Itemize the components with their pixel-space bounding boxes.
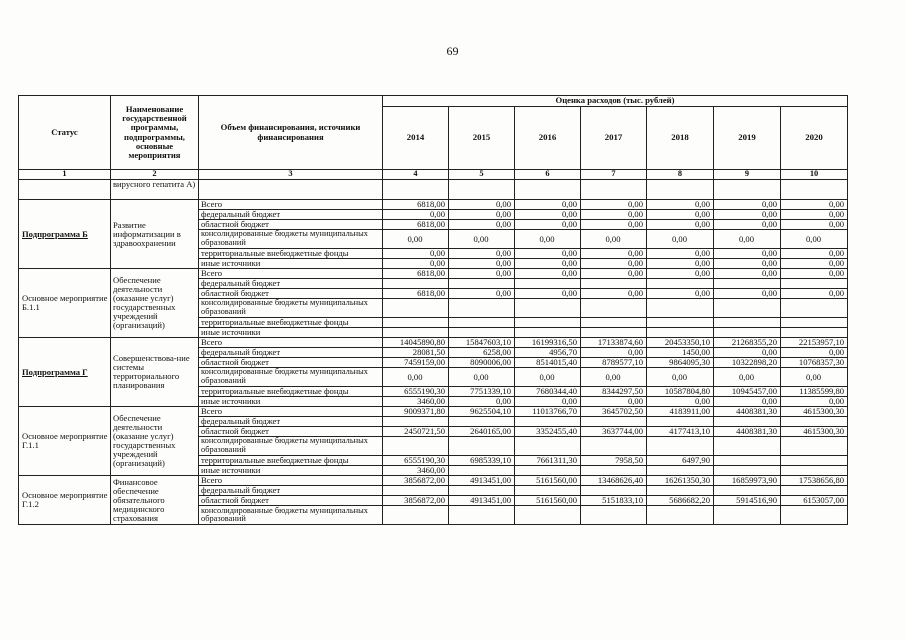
value-cell: [714, 466, 781, 476]
value-cell: [515, 318, 581, 328]
value-cell: 0,00: [714, 230, 781, 249]
financing-source: Всего: [199, 338, 383, 348]
value-cell: 0,00: [581, 269, 647, 279]
value-cell: 2450721,50: [383, 427, 449, 437]
value-cell: 0,00: [714, 269, 781, 279]
financing-source: федеральный бюджет: [199, 279, 383, 289]
value-cell: 0,00: [515, 269, 581, 279]
column-number: 7: [581, 170, 647, 180]
value-cell: [515, 417, 581, 427]
value-cell: 6555190,30: [383, 387, 449, 397]
value-cell: 10587804,80: [647, 387, 714, 397]
value-cell: 0,00: [449, 368, 515, 387]
cell-empty: [449, 180, 515, 200]
header-year: 2014: [383, 107, 449, 170]
value-cell: 0,00: [647, 230, 714, 249]
value-cell: [647, 328, 714, 338]
value-cell: [449, 417, 515, 427]
value-cell: 17538656,80: [781, 476, 848, 486]
value-cell: 0,00: [515, 210, 581, 220]
value-cell: 0,00: [515, 220, 581, 230]
header-program-name: Наименование государственной программы, подпрограммы, основные мероприятия: [111, 96, 199, 170]
financing-source: Всего: [199, 200, 383, 210]
value-cell: 9864095,30: [647, 358, 714, 368]
value-cell: 0,00: [581, 249, 647, 259]
value-cell: 0,00: [781, 269, 848, 279]
value-cell: 0,00: [781, 348, 848, 358]
table-row: [19, 200, 848, 210]
row-program-name: Финансовое обеспечение обязательного медицинского страхования: [111, 476, 199, 525]
value-cell: [647, 299, 714, 318]
financing-source: консолидированные бюджеты муниципальных образований: [199, 368, 383, 387]
value-cell: 0,00: [714, 397, 781, 407]
continuation-row: [19, 180, 848, 200]
value-cell: 0,00: [449, 397, 515, 407]
value-cell: 3645702,50: [581, 407, 647, 417]
value-cell: [647, 506, 714, 525]
value-cell: [515, 506, 581, 525]
value-cell: 5151833,10: [581, 496, 647, 506]
value-cell: 2640165,00: [449, 427, 515, 437]
financing-source: консолидированные бюджеты муниципальных образований: [199, 230, 383, 249]
value-cell: 0,00: [581, 289, 647, 299]
financing-source: областной бюджет: [199, 427, 383, 437]
value-cell: [781, 279, 848, 289]
value-cell: [581, 506, 647, 525]
value-cell: 7661311,30: [515, 456, 581, 466]
value-cell: 0,00: [647, 289, 714, 299]
column-number: 8: [647, 170, 714, 180]
value-cell: 0,00: [647, 210, 714, 220]
financing-source: территориальные внебюджетные фонды: [199, 387, 383, 397]
value-cell: 0,00: [781, 259, 848, 269]
value-cell: [714, 506, 781, 525]
value-cell: [647, 437, 714, 456]
value-cell: 0,00: [781, 210, 848, 220]
column-number: 5: [449, 170, 515, 180]
value-cell: 0,00: [714, 289, 781, 299]
value-cell: 4913451,00: [449, 496, 515, 506]
value-cell: [383, 299, 449, 318]
value-cell: 0,00: [383, 230, 449, 249]
value-cell: [515, 466, 581, 476]
value-cell: 0,00: [449, 220, 515, 230]
value-cell: [383, 417, 449, 427]
value-cell: [383, 437, 449, 456]
value-cell: [581, 299, 647, 318]
value-cell: 3637744,00: [581, 427, 647, 437]
financing-source: территориальные внебюджетные фонды: [199, 318, 383, 328]
value-cell: 7751339,10: [449, 387, 515, 397]
value-cell: 4615300,30: [781, 427, 848, 437]
value-cell: 4408381,30: [714, 407, 781, 417]
value-cell: [781, 328, 848, 338]
value-cell: [781, 466, 848, 476]
value-cell: 0,00: [581, 397, 647, 407]
value-cell: [581, 279, 647, 289]
value-cell: 16859973,90: [714, 476, 781, 486]
row-status: Подпрограмма Б: [19, 200, 111, 269]
value-cell: [581, 318, 647, 328]
value-cell: 3460,00: [383, 466, 449, 476]
value-cell: 4177413,10: [647, 427, 714, 437]
value-cell: 0,00: [647, 200, 714, 210]
value-cell: 0,00: [714, 220, 781, 230]
value-cell: 16199316,50: [515, 338, 581, 348]
financing-source: иные источники: [199, 259, 383, 269]
value-cell: 0,00: [647, 249, 714, 259]
value-cell: 0,00: [647, 397, 714, 407]
row-program-name: Обеспечение деятельности (оказание услуг) государственных учреждений (организаций): [111, 407, 199, 476]
value-cell: 0,00: [714, 249, 781, 259]
value-cell: [581, 437, 647, 456]
value-cell: 0,00: [714, 210, 781, 220]
financing-source: консолидированные бюджеты муниципальных образований: [199, 437, 383, 456]
value-cell: 21268355,20: [714, 338, 781, 348]
value-cell: 4956,70: [515, 348, 581, 358]
value-cell: [647, 466, 714, 476]
header-year: 2017: [581, 107, 647, 170]
value-cell: 5161560,00: [515, 476, 581, 486]
row-status: Подпрограмма Г: [19, 338, 111, 407]
table-body: [19, 180, 848, 525]
financing-source: областной бюджет: [199, 496, 383, 506]
value-cell: [449, 466, 515, 476]
value-cell: [714, 328, 781, 338]
financing-source: Всего: [199, 269, 383, 279]
value-cell: 0,00: [581, 220, 647, 230]
value-cell: 16261350,30: [647, 476, 714, 486]
value-cell: [781, 437, 848, 456]
value-cell: [383, 486, 449, 496]
value-cell: [714, 299, 781, 318]
cell-empty: [19, 180, 111, 200]
value-cell: 5686682,20: [647, 496, 714, 506]
header-financing: Объем финансирования, источники финансирования: [199, 96, 383, 170]
row-program-name: Совершенствова-ние системы территориального планирования: [111, 338, 199, 407]
row-program-name: Развитие информатизации в здравоохранении: [111, 200, 199, 269]
value-cell: [781, 486, 848, 496]
value-cell: 0,00: [647, 259, 714, 269]
value-cell: 0,00: [581, 230, 647, 249]
value-cell: 0,00: [449, 230, 515, 249]
value-cell: 3856872,00: [383, 496, 449, 506]
value-cell: [449, 279, 515, 289]
value-cell: 0,00: [781, 249, 848, 259]
header-status: Статус: [19, 96, 111, 170]
value-cell: [515, 437, 581, 456]
value-cell: 0,00: [647, 368, 714, 387]
value-cell: 0,00: [383, 259, 449, 269]
value-cell: 11385599,80: [781, 387, 848, 397]
row-status: Основное мероприятие Б.1.1: [19, 269, 111, 338]
page-number: 69: [446, 44, 459, 58]
table-header: [19, 96, 848, 180]
value-cell: 0,00: [781, 200, 848, 210]
continuation-text: вирусного гепатита А): [111, 180, 199, 200]
value-cell: 0,00: [714, 348, 781, 358]
value-cell: [647, 486, 714, 496]
value-cell: 14045890,80: [383, 338, 449, 348]
value-cell: [714, 437, 781, 456]
header-estimate: Оценка расходов (тыс. рублей): [383, 96, 848, 107]
value-cell: 5914516,90: [714, 496, 781, 506]
value-cell: [449, 328, 515, 338]
value-cell: 22153957,10: [781, 338, 848, 348]
value-cell: 0,00: [781, 220, 848, 230]
value-cell: 0,00: [515, 200, 581, 210]
value-cell: 0,00: [449, 259, 515, 269]
value-cell: 17133874,60: [581, 338, 647, 348]
value-cell: 3352455,40: [515, 427, 581, 437]
value-cell: 0,00: [714, 200, 781, 210]
value-cell: [515, 279, 581, 289]
value-cell: 28081,50: [383, 348, 449, 358]
value-cell: [714, 279, 781, 289]
table-row: [19, 476, 848, 486]
value-cell: [781, 417, 848, 427]
financing-source: иные источники: [199, 397, 383, 407]
value-cell: [714, 456, 781, 466]
value-cell: 0,00: [781, 289, 848, 299]
cell-empty: [199, 180, 383, 200]
value-cell: 0,00: [383, 210, 449, 220]
value-cell: 0,00: [581, 210, 647, 220]
cell-empty: [515, 180, 581, 200]
value-cell: 5161560,00: [515, 496, 581, 506]
value-cell: 7958,50: [581, 456, 647, 466]
value-cell: [581, 466, 647, 476]
row-status: Основное мероприятие Г.1.1: [19, 407, 111, 476]
column-number: 1: [19, 170, 111, 180]
value-cell: 20453350,10: [647, 338, 714, 348]
value-cell: 3460,00: [383, 397, 449, 407]
financing-source: консолидированные бюджеты муниципальных образований: [199, 506, 383, 525]
value-cell: 6153057,00: [781, 496, 848, 506]
header-year: 2020: [781, 107, 848, 170]
value-cell: 0,00: [449, 210, 515, 220]
financing-source: территориальные внебюджетные фонды: [199, 249, 383, 259]
value-cell: 0,00: [515, 397, 581, 407]
value-cell: [515, 486, 581, 496]
value-cell: 0,00: [781, 368, 848, 387]
value-cell: 0,00: [449, 289, 515, 299]
value-cell: 0,00: [581, 348, 647, 358]
value-cell: [515, 328, 581, 338]
financing-source: иные источники: [199, 328, 383, 338]
value-cell: 0,00: [515, 289, 581, 299]
financing-source: иные источники: [199, 466, 383, 476]
value-cell: [581, 417, 647, 427]
value-cell: 6818,00: [383, 289, 449, 299]
value-cell: 10768357,30: [781, 358, 848, 368]
value-cell: 0,00: [781, 397, 848, 407]
financing-source: Всего: [199, 407, 383, 417]
value-cell: 0,00: [449, 269, 515, 279]
value-cell: 0,00: [581, 200, 647, 210]
value-cell: 0,00: [581, 368, 647, 387]
header-year: 2015: [449, 107, 515, 170]
column-number: 4: [383, 170, 449, 180]
value-cell: 0,00: [515, 259, 581, 269]
value-cell: 0,00: [714, 368, 781, 387]
value-cell: 9009371,80: [383, 407, 449, 417]
row-program-name: Обеспечение деятельности (оказание услуг) государственных учреждений (организаций): [111, 269, 199, 338]
value-cell: [647, 279, 714, 289]
value-cell: [383, 328, 449, 338]
financing-source: областной бюджет: [199, 358, 383, 368]
value-cell: 6985339,10: [449, 456, 515, 466]
financing-source: федеральный бюджет: [199, 210, 383, 220]
header-year: 2016: [515, 107, 581, 170]
row-status: Основное мероприятие Г.1.2: [19, 476, 111, 525]
column-number: 10: [781, 170, 848, 180]
financing-source: федеральный бюджет: [199, 348, 383, 358]
value-cell: [449, 486, 515, 496]
table-row: [19, 338, 848, 348]
value-cell: 0,00: [383, 249, 449, 259]
value-cell: [647, 417, 714, 427]
value-cell: [781, 318, 848, 328]
value-cell: 3856872,00: [383, 476, 449, 486]
financing-source: федеральный бюджет: [199, 486, 383, 496]
value-cell: [449, 437, 515, 456]
value-cell: 0,00: [515, 368, 581, 387]
header-year: 2018: [647, 107, 714, 170]
value-cell: 6555190,30: [383, 456, 449, 466]
value-cell: [383, 318, 449, 328]
value-cell: 15847603,10: [449, 338, 515, 348]
value-cell: 0,00: [647, 269, 714, 279]
value-cell: [781, 299, 848, 318]
value-cell: [449, 318, 515, 328]
value-cell: 4408381,30: [714, 427, 781, 437]
value-cell: [781, 456, 848, 466]
value-cell: 6818,00: [383, 220, 449, 230]
cell-empty: [781, 180, 848, 200]
value-cell: 4183911,00: [647, 407, 714, 417]
financing-source: федеральный бюджет: [199, 417, 383, 427]
cell-empty: [383, 180, 449, 200]
value-cell: [515, 299, 581, 318]
cell-empty: [581, 180, 647, 200]
value-cell: 6258,00: [449, 348, 515, 358]
value-cell: 0,00: [449, 249, 515, 259]
financing-source: областной бюджет: [199, 289, 383, 299]
value-cell: 8514015,40: [515, 358, 581, 368]
value-cell: [714, 417, 781, 427]
value-cell: 1450,00: [647, 348, 714, 358]
value-cell: [581, 328, 647, 338]
financing-source: территориальные внебюджетные фонды: [199, 456, 383, 466]
column-number: 6: [515, 170, 581, 180]
value-cell: 7459159,00: [383, 358, 449, 368]
value-cell: 9625504,10: [449, 407, 515, 417]
column-number: 2: [111, 170, 199, 180]
value-cell: [781, 506, 848, 525]
budget-table: [18, 95, 848, 525]
value-cell: [449, 299, 515, 318]
value-cell: 6497,90: [647, 456, 714, 466]
value-cell: 4913451,00: [449, 476, 515, 486]
value-cell: 10322898,20: [714, 358, 781, 368]
table-row: [19, 407, 848, 417]
column-number: 9: [714, 170, 781, 180]
value-cell: 8789577,10: [581, 358, 647, 368]
financing-source: областной бюджет: [199, 220, 383, 230]
cell-empty: [647, 180, 714, 200]
value-cell: 0,00: [647, 220, 714, 230]
value-cell: 8344297,50: [581, 387, 647, 397]
value-cell: 0,00: [581, 259, 647, 269]
value-cell: 6818,00: [383, 269, 449, 279]
financing-source: консолидированные бюджеты муниципальных образований: [199, 299, 383, 318]
value-cell: 13468626,40: [581, 476, 647, 486]
value-cell: [714, 318, 781, 328]
value-cell: 6818,00: [383, 200, 449, 210]
value-cell: 0,00: [714, 259, 781, 269]
value-cell: 7680344,40: [515, 387, 581, 397]
value-cell: [449, 506, 515, 525]
value-cell: 0,00: [515, 230, 581, 249]
value-cell: 4615300,30: [781, 407, 848, 417]
header-year: 2019: [714, 107, 781, 170]
value-cell: 11013766,70: [515, 407, 581, 417]
value-cell: [647, 318, 714, 328]
column-number: 3: [199, 170, 383, 180]
table-row: [19, 269, 848, 279]
value-cell: [581, 486, 647, 496]
value-cell: [383, 506, 449, 525]
value-cell: 0,00: [383, 368, 449, 387]
value-cell: 8090006,00: [449, 358, 515, 368]
value-cell: 0,00: [781, 230, 848, 249]
value-cell: 0,00: [515, 249, 581, 259]
value-cell: 0,00: [449, 200, 515, 210]
value-cell: [714, 486, 781, 496]
cell-empty: [714, 180, 781, 200]
value-cell: [383, 279, 449, 289]
financing-source: Всего: [199, 476, 383, 486]
value-cell: 10945457,00: [714, 387, 781, 397]
